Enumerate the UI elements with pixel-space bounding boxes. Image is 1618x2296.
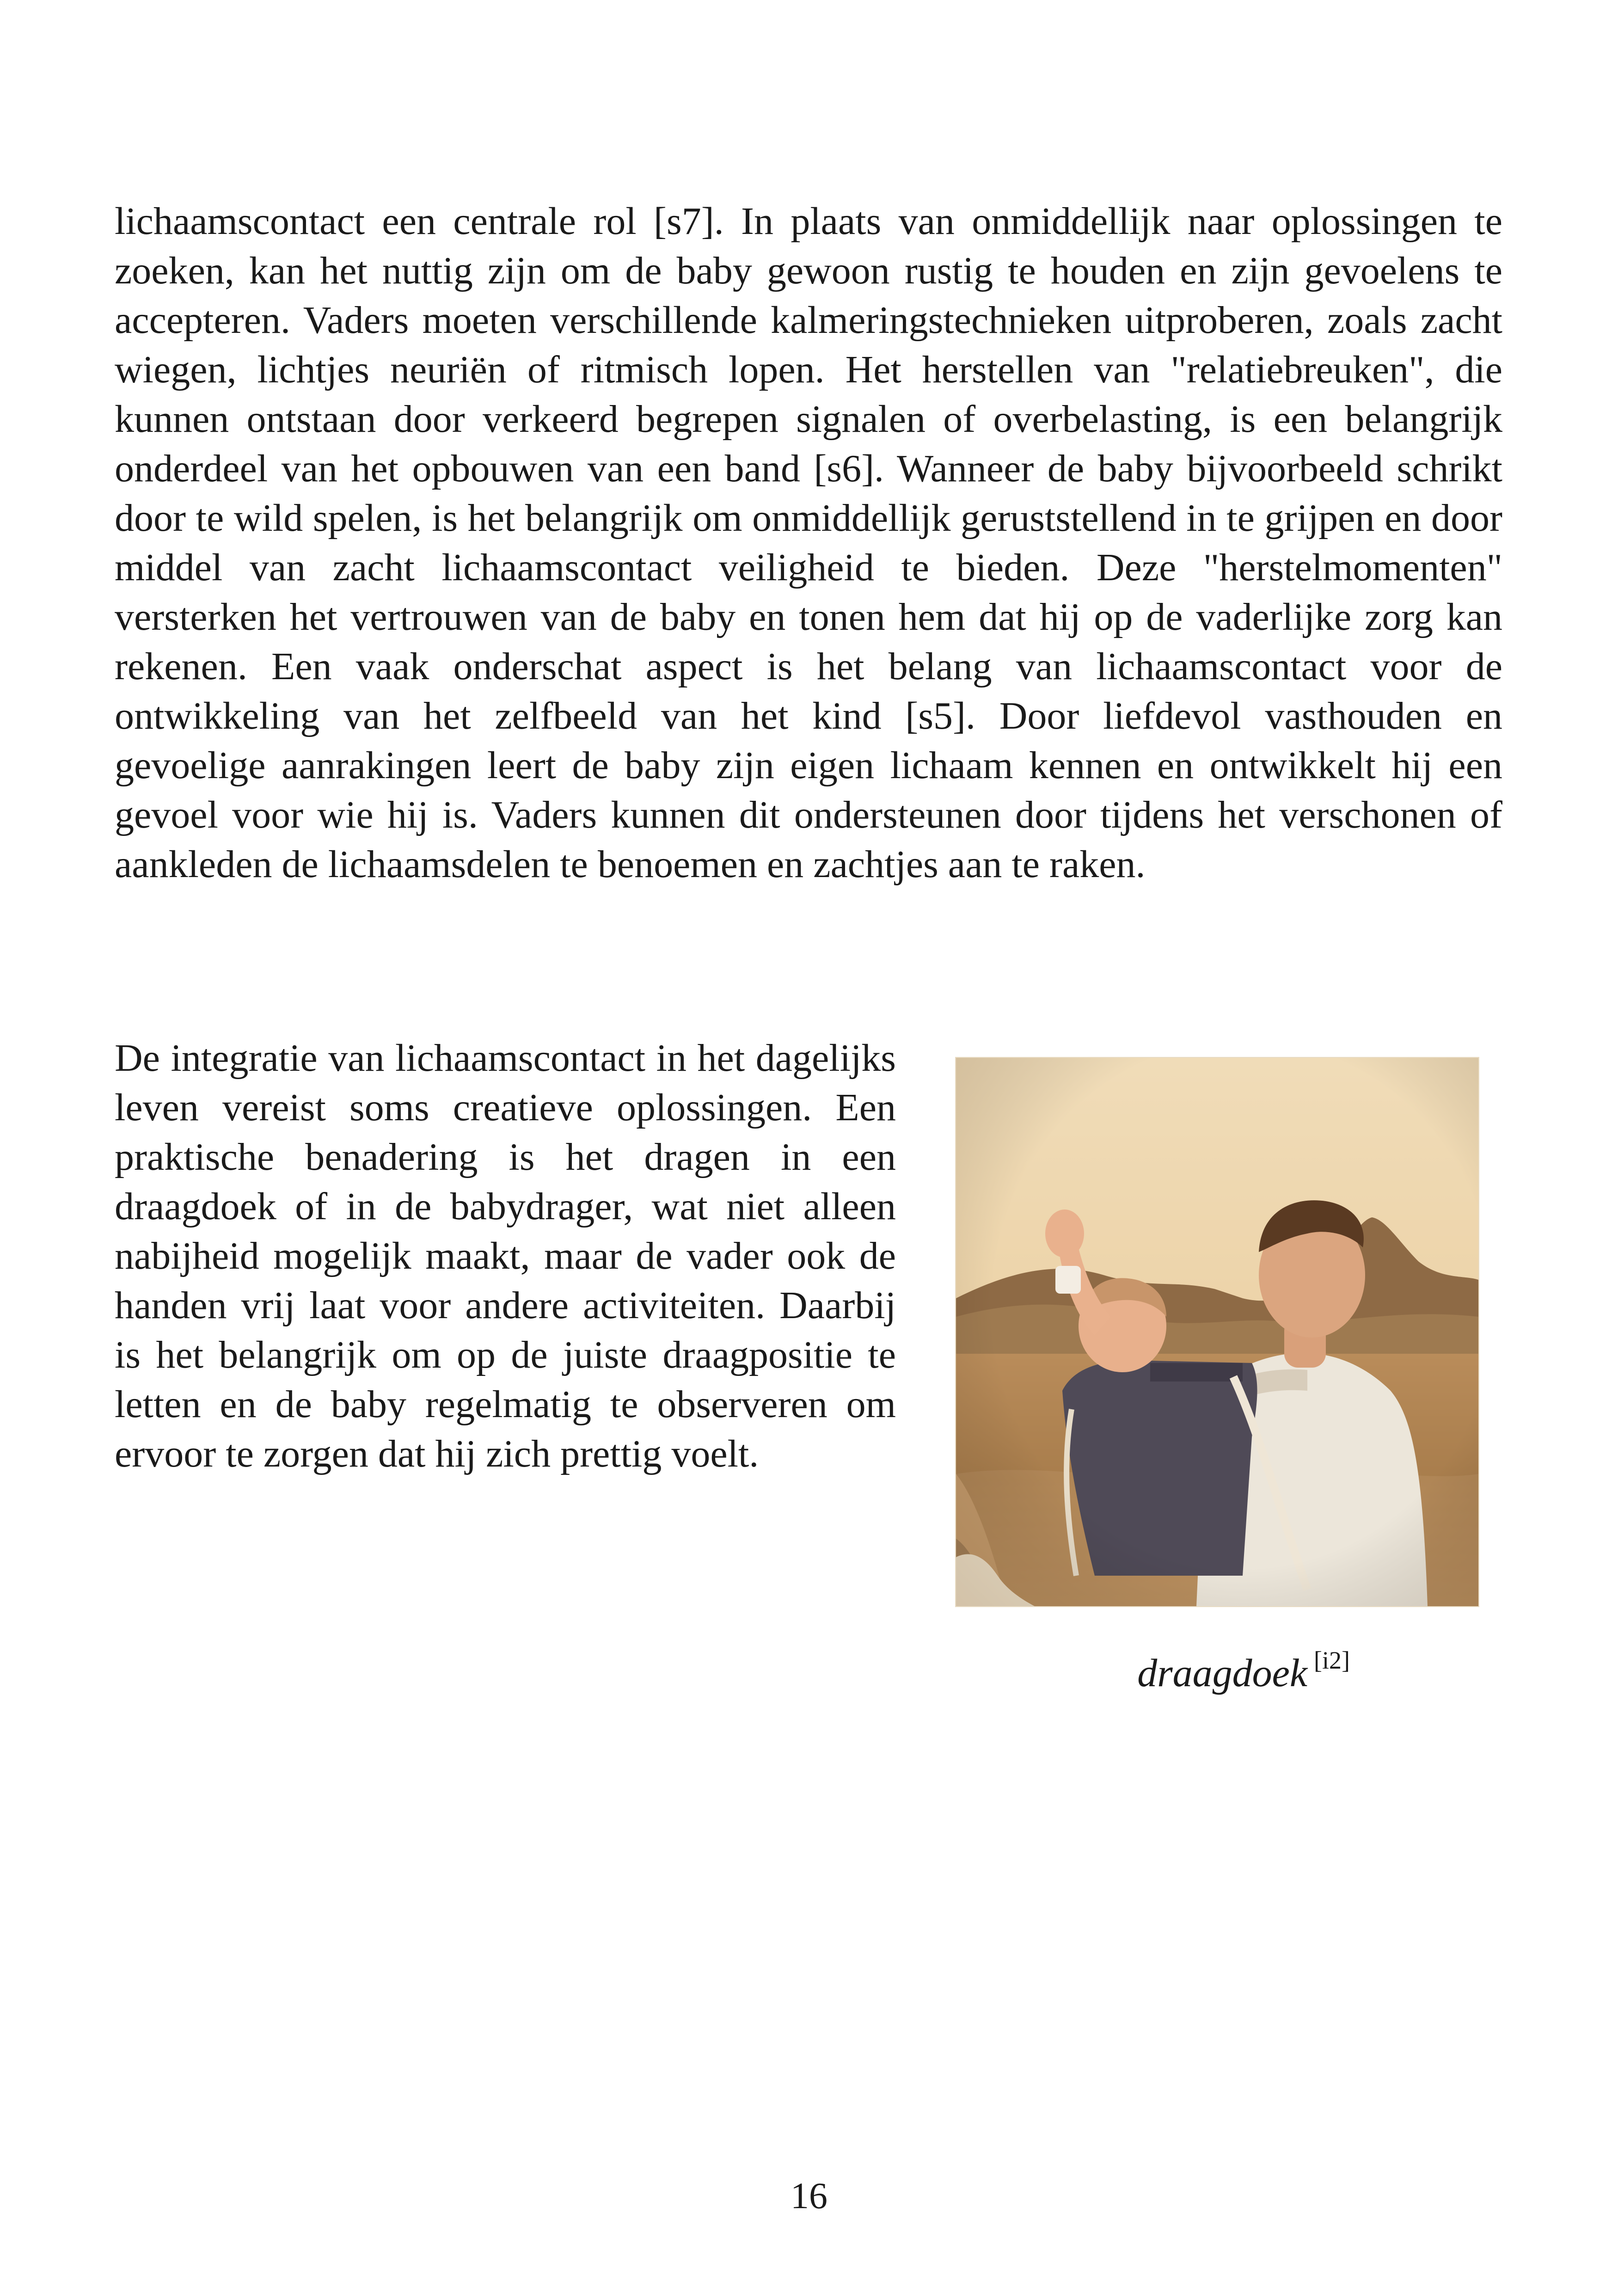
body-paragraph: lichaamscontact een centrale rol [s7]. In plaats van onmiddellijk naar oplossingen te zoeken, kan het nuttig zijn om de baby gewoon rustig te houden en zijn gevoelens te accepteren. Vaders moeten verschillende kalmeringstechnieken uitproberen, zoals zacht wiegen, lichtjes neuriën of ritmisch lopen. Het herstellen van "relatiebreuken", die kunnen ontstaan door verkeerd begrepen signalen of overbelasting, is een belangrijk onderdeel van het opbouwen van een band [s6]. Wanneer de baby bijvoorbeeld schrikt door te wild spelen, is het belangrijk om onmiddellijk geruststellend in te grijpen en door middel van zacht lichaamscontact veiligheid te bieden. Deze "herstelmomenten" versterken het vertrouwen van de baby en tonen hem dat hij op de vaderlijke zorg kan rekenen. Een vaak onderschat aspect is het belang van lichaamscontact voor de ontwikkeling van het zelfbeeld van het kind [s5]. Door liefdevol vasthouden en gevoelige aanrakingen leert de baby zijn eigen lichaam kennen en ontwikkelt hij een gevoel voor wie hij is. Vaders kunnen dit ondersteunen door tijdens het verschonen of aankleden de lichaamsdelen te benoemen en zachtjes aan te raken. bbox=[115, 200, 1502, 886]
figure-caption bbox=[971, 1646, 1350, 1696]
body-paragraph: De integratie van lichaamscontact in het dagelijks leven vereist soms creatieve oplossingen. Een praktische benadering is het dragen in een draagdoek of in de babydrager, wat niet alleen nabijheid mogelijk maakt, maar de vader ook de handen vrij laat voor andere activiteiten. Daarbij is het belangrijk om op de juiste draagpositie te letten en de baby regelmatig te observeren om ervoor te zorgen dat hij zich prettig voelt. bbox=[115, 1037, 896, 1475]
caption-reference: [i2] bbox=[1314, 1646, 1350, 1674]
photo-father-with-baby-carrier bbox=[956, 1058, 1478, 1606]
caption-text: draagdoek bbox=[1137, 1651, 1308, 1695]
page-number: 16 bbox=[791, 2176, 827, 2216]
